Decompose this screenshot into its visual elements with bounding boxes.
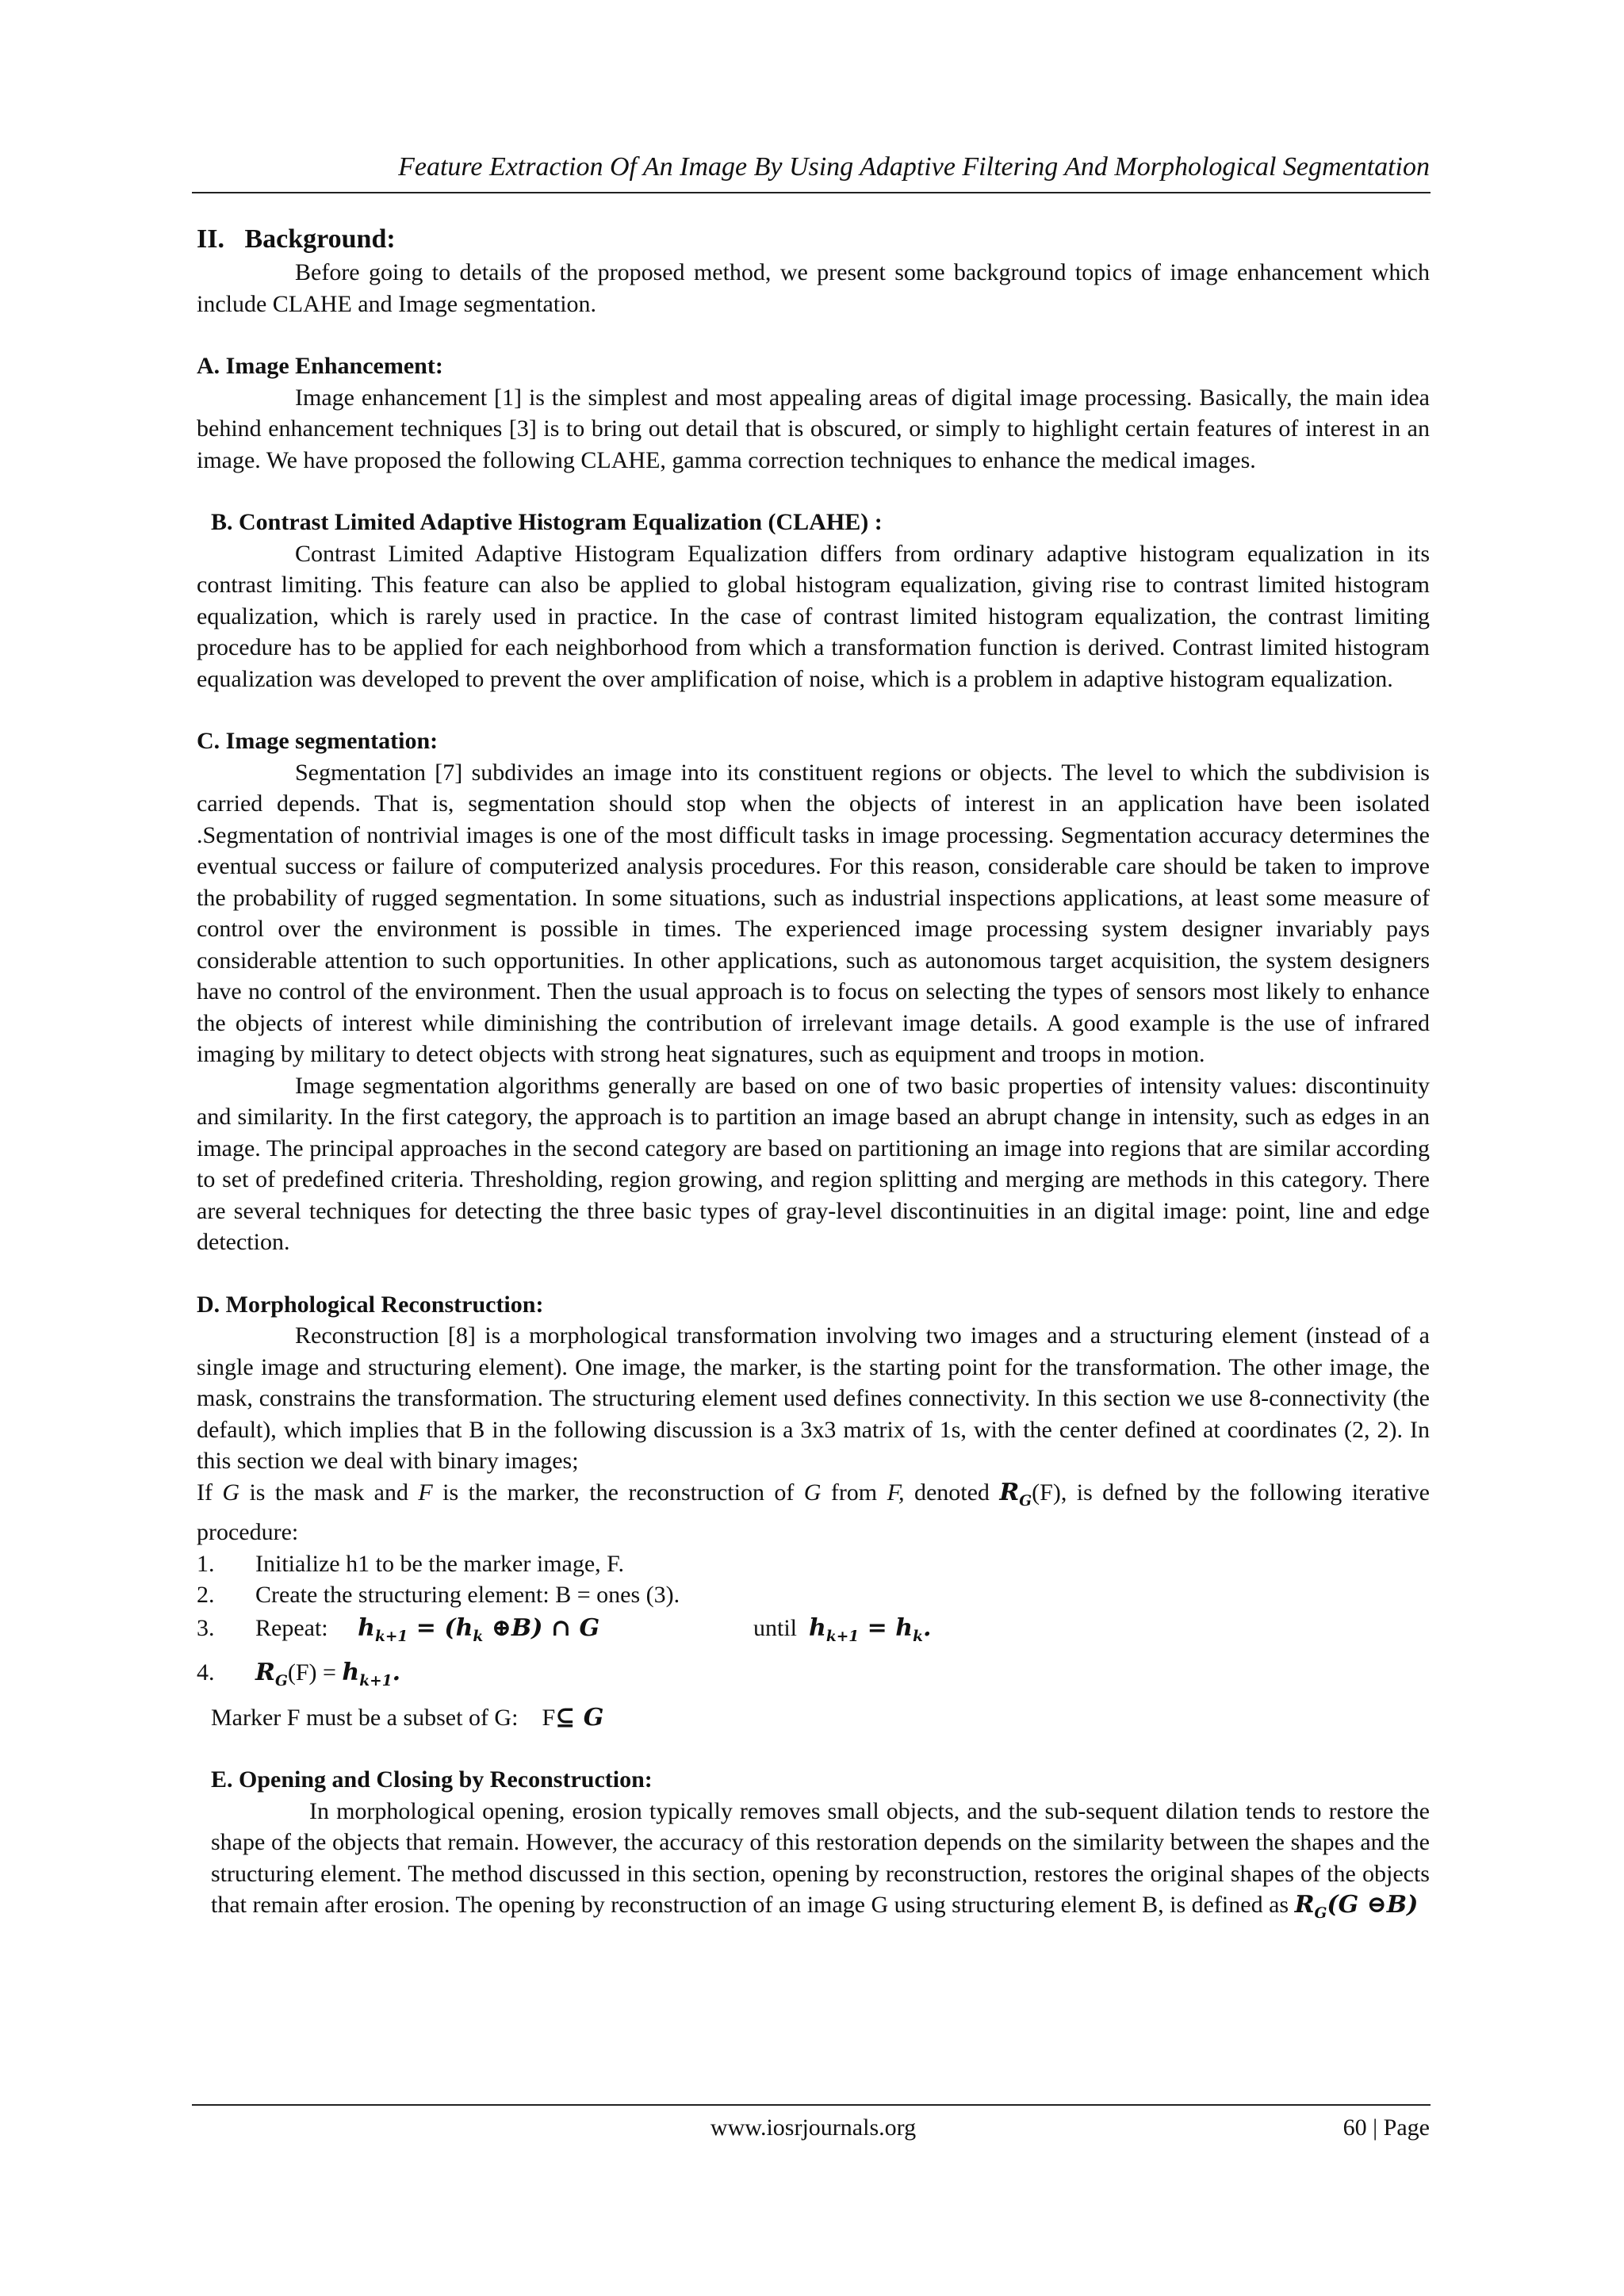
procedure-step: 4. $R_G(F) = h_{k+1}$. xyxy=(197,1659,401,1689)
stop-condition: $h_{k+1} = h_k$. xyxy=(809,1613,932,1645)
spacer xyxy=(197,695,1430,725)
spacer xyxy=(197,1733,1430,1764)
text-run: from xyxy=(821,1479,887,1506)
running-header: Feature Extraction Of An Image By Using Adaptive Filtering And Morphological Segmentation xyxy=(398,152,1430,182)
symbol-f: F xyxy=(418,1479,433,1506)
subsection-a-paragraph: Image enhancement [1] is the simplest and most appealing areas of digital image processing. Basically, the main idea behind enhancement techniques [3] is to bring out detail that is obscured, or simply to highlight certain features of interest in an image. We have proposed the following CLAHE, gamma correction techniques to enhance the medical images. xyxy=(197,384,1430,473)
step-label: Repeat: xyxy=(255,1614,328,1641)
procedure-list xyxy=(197,1548,1430,1697)
subsection-d-title: D. Morphological Reconstruction: xyxy=(197,1291,544,1318)
body-content xyxy=(197,222,1430,1930)
subsection-b-paragraph: Contrast Limited Adaptive Histogram Equalization differs from ordinary adaptive histogram equalization in its contrast limiting. This feature can also be applied to global histogram equalization, giving rise to contrast limited histogram equalization, which is rarely used in practice. In the case of contrast limited histogram equalization, the contrast limiting procedure has to be applied for each neighborhood from which a transformation function is derived. Contrast limited histogram equalization was developed to prevent the over amplification of noise, which is a problem in adaptive histogram equalization. xyxy=(197,540,1430,692)
footer-rule xyxy=(192,2104,1431,2106)
text-run: If xyxy=(197,1479,223,1506)
section-number: II. xyxy=(197,224,224,254)
result-formula: $h_{k+1}$. xyxy=(342,1659,401,1689)
text-run: is the mask and xyxy=(239,1479,419,1506)
spacer xyxy=(197,1258,1430,1289)
text-run: denoted xyxy=(904,1479,1000,1506)
subsection-d-paragraph-1: Reconstruction [8] is a morphological transformation involving two images and a structuring element (instead of a single image and structuring element). One image, the marker, is the starting point for the transformation. The other image, the mask, constrains the transformation. The structuring element used defines connectivity. In this section we use 8-connectivity (the default), which implies that B in the following discussion is a 3x3 matrix of 1s, with the center defined at coordinates (2, 2). In this section we deal with binary images; xyxy=(197,1322,1430,1474)
journal-site: www.iosrjournals.org xyxy=(710,2114,917,2141)
spacer xyxy=(197,320,1430,350)
section-intro: Before going to details of the proposed method, we present some background topics of image enhancement which include CLAHE and Image segmentation. xyxy=(197,259,1430,317)
subsection-c-title: C. Image segmentation: xyxy=(197,728,439,754)
text-run: (F), is defned by the following iterative procedure: xyxy=(197,1479,1430,1545)
procedure-step: 2. Create the structuring element: B = ones (3). xyxy=(197,1582,680,1608)
until-label: until xyxy=(753,1614,798,1641)
opening-formula: $R_G(G$ ⊖B) xyxy=(1294,1891,1419,1922)
page-number: 60 | Page xyxy=(1342,2114,1430,2141)
procedure-step: 3. Repeat: $h_{k+1} = (h_k$ ⊕B) ∩ G until $h_{k+1} = h_k$. xyxy=(197,1613,932,1645)
reconstruction-symbol: $R_G$ xyxy=(255,1659,288,1689)
section-heading xyxy=(197,222,1430,257)
subsection-d-paragraph-2 xyxy=(197,1477,1430,1548)
subsection-e-title: E. Opening and Closing by Reconstruction: xyxy=(211,1766,653,1793)
subset-formula: ⊆ G xyxy=(555,1703,604,1732)
iteration-formula: $h_{k+1} = (h_k$ ⊕B) ∩ G xyxy=(358,1613,600,1645)
subsection-c-paragraph-1: Segmentation [7] subdivides an image into its constituent regions or objects. The level to which the subdivision is carried depends. That is, segmentation should stop when the objects of interest in an application have been isolated .Segmentation of nontrivial images is one of the most difficult tasks in image processing. Segmentation accuracy determines the eventual success or failure of computerized analysis procedures. For this reason, considerable care should be taken to improve the probability of rugged segmentation. In some situations, such as industrial inspections applications, at least some measure of control over the environment is possible in times. The experienced image processing system designer invariably pays considerable attention to such opportunities. In other applications, such as autonomous target acquisition, the system designers have no control of the environment. Then the usual approach is to focus on selecting the types of sensors most likely to enhance the objects of interest while diminishing the contribution of irrelevant image details. A good example is the use of infrared imaging by military to detect objects with strong heat signatures, such as equipment and troops in motion. xyxy=(197,759,1430,1067)
section-title: Background: xyxy=(244,224,396,254)
symbol-g: G xyxy=(803,1479,822,1506)
symbol-f: F, xyxy=(887,1479,905,1506)
header-rule xyxy=(192,192,1431,193)
symbol-g: G xyxy=(222,1479,240,1506)
subsection-a-title: A. Image Enhancement: xyxy=(197,353,443,379)
spacer xyxy=(197,476,1430,507)
subsection-e-paragraph: In morphological opening, erosion typically removes small objects, and the sub-sequent dilation tends to restore the shape of the objects that remain. However, the accuracy of this restoration depends on the similarity between the shapes and the structuring element. The method discussed in this section, opening by reconstruction, restores the original shapes of the objects that remain after erosion. The opening by reconstruction of an image G using structuring element B, is defined as $R_G(G$ ⊖B) xyxy=(211,1797,1430,1922)
subsection-c-paragraph-2: Image segmentation algorithms generally are based on one of two basic properties of intensity values: discontinuity and similarity. In the first category, the approach is to partition an image based an abrupt change in intensity, such as edges in an image. The principal approaches in the second category are based on partitioning an image into regions that are similar according to set of predefined criteria. Thresholding, region growing, and region splitting and merging are methods in this category. There are several techniques for detecting the three basic types of gray-level discontinuities in an digital image: point, line and edge detection. xyxy=(197,1072,1430,1255)
marker-condition: Marker F must be a subset of G: F⊆ G xyxy=(211,1703,604,1732)
text-run: is the marker, the reconstruction of xyxy=(432,1479,804,1506)
subsection-b-title: B. Contrast Limited Adaptive Histogram Equalization (CLAHE) : xyxy=(211,509,883,535)
reconstruction-symbol: $R_G$ xyxy=(999,1478,1032,1510)
procedure-step: 1. Initialize h1 to be the marker image, F. xyxy=(197,1550,624,1577)
